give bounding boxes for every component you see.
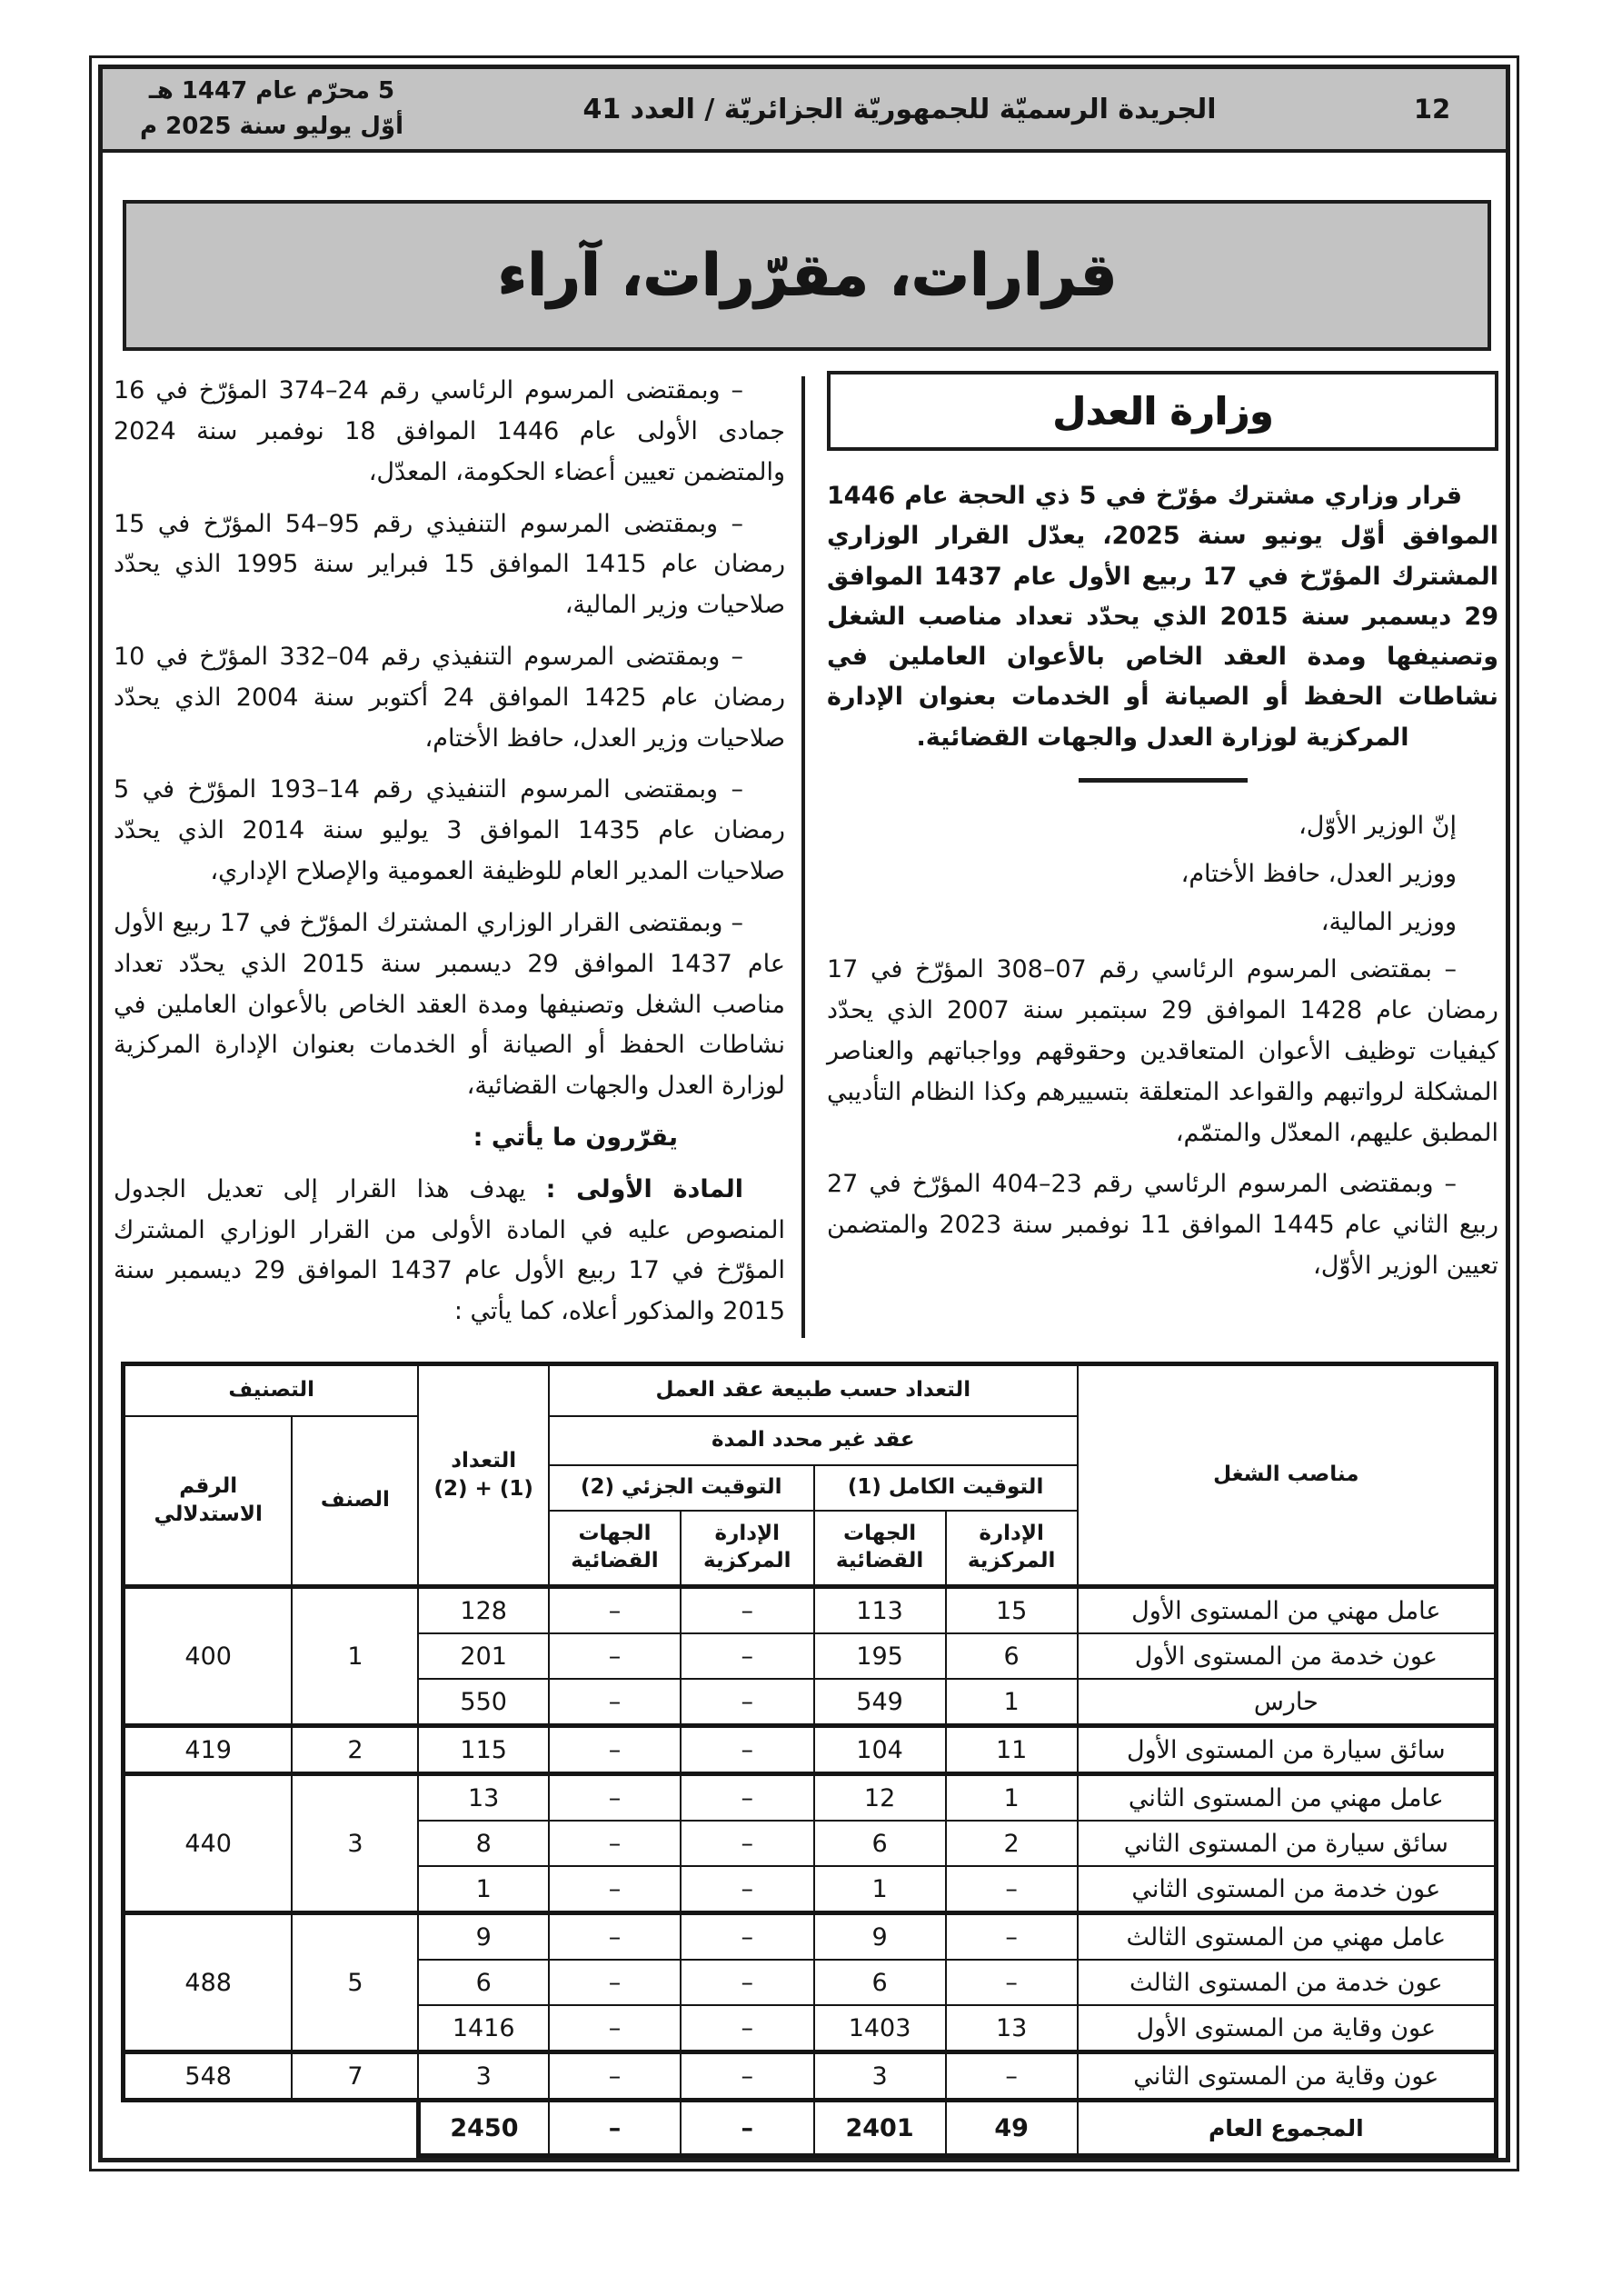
hijri-date: 5 محرّم عام 1447 هـ <box>148 77 395 105</box>
header-judicial-full: الجهات القضائية <box>814 1511 946 1587</box>
preamble-paragraph: – وبمقتضى المرسوم الرئاسي رقم 24–374 المؤرّخ في 16 جمادى الأولى عام 1446 الموافق 18 نوفمبر سنة 2024 والمتضمن تعيين أعضاء الحكومة، المعدّل، <box>114 376 785 486</box>
table-row: عامل مهني من المستوى الثالث – 9 – – 9 5 488 <box>124 1913 1497 1961</box>
decide-line: يقرّرون ما يأتي : <box>473 1123 678 1152</box>
page-header-strip <box>103 69 1506 153</box>
header-count-by-contract: التعداد حسب طبيعة عقد العمل <box>549 1364 1078 1417</box>
header-part-time: التوقيت الجزئي (2) <box>549 1465 814 1511</box>
journal-title: الجريدة الرسميّة للجمهوريّة الجزائريّة / العدد 41 <box>582 93 1217 125</box>
preamble-paragraph: – وبمقتضى المرسوم التنفيذي رقم 14–193 المؤرّخ في 5 رمضان عام 1435 الموافق 3 يوليو سنة 2014 الذي يحدّد صلاحيات المدير العام للوظيفة العمومية والإصلاح الإداري، <box>114 775 785 886</box>
table-row: سائق سيارة من المستوى الثاني 2 6 – – 8 <box>124 1821 1497 1866</box>
lead-divider <box>1079 778 1248 783</box>
ministry-title-box <box>827 371 1498 451</box>
preamble-paragraph: – وبمقتضى المرسوم التنفيذي رقم 95–54 المؤرّخ في 15 رمضان عام 1415 الموافق 15 فبراير سنة 1995 الذي يحدّد صلاحيات وزير المالية، <box>114 509 785 620</box>
table-row: سائق سيارة من المستوى الأول 11 104 – – 115 2 419 <box>124 1726 1497 1774</box>
issue-dates <box>126 74 417 145</box>
table-row: عامل مهني من المستوى الأول 15 113 – – 128 1 400 <box>124 1587 1497 1634</box>
article-one-label: المادة الأولى : <box>545 1174 743 1203</box>
preamble-paragraph: – وبمقتضى المرسوم التنفيذي رقم 04–332 المؤرّخ في 10 رمضان عام 1425 الموافق 24 أكتوبر سنة 2004 الذي يحدّد صلاحيات وزير العدل، حافظ الأختام، <box>114 643 785 753</box>
ministry-title: وزارة العدل <box>1052 388 1273 434</box>
content-columns <box>114 371 1498 1343</box>
page-number: 12 <box>1413 94 1451 125</box>
table-row: عون خدمة من المستوى الثاني – 1 – – 1 <box>124 1866 1497 1913</box>
table-header-row <box>124 1364 1497 1417</box>
column-right <box>827 371 1498 1343</box>
header-classification: التصنيف <box>124 1364 419 1417</box>
header-count-total: التعداد (1) + (2) <box>418 1364 549 1587</box>
header-category: الصنف <box>292 1416 418 1587</box>
header-jobs: مناصب الشغل <box>1078 1364 1497 1587</box>
intro-line: ووزير المالية، <box>1320 907 1457 936</box>
table-row: عون خدمة من المستوى الثالث – 6 – – 6 <box>124 1960 1497 2005</box>
section-banner <box>123 200 1491 351</box>
decree-lead: قرار وزاري مشترك مؤرّخ في 5 ذي الحجة عام 1446 الموافق أوّل يونيو سنة 2025، يعدّل القرار الوزاري المشترك المؤرّخ في 17 ربيع الأول عام 1437 الموافق 29 ديسمبر سنة 2015 الذي يحدّد تعداد مناصب الشغل وتصنيفها ومدة العقد الخاص بالأعوان العاملين في نشاطات الحفظ أو الصيانة أو الخدمات بعنوان الإدارة المركزية لوزارة العدل والجهات القضائية. <box>827 482 1499 752</box>
header-central-admin-part: الإدارة المركزية <box>681 1511 814 1587</box>
column-divider <box>801 376 805 1338</box>
preamble-paragraph: – وبمقتضى القرار الوزاري المشترك المؤرّخ في 17 ربيع الأول عام 1437 الموافق 29 ديسمبر سنة 2015 الذي يحدّد تعداد مناصب الشغل وتصنيفها ومدة العقد الخاص بالأعوان العاملين في نشاطات الحفظ أو الصيانة أو الخدمات بعنوان الإدارة المركزية لوزارة العدل والجهات القضائية، <box>114 908 785 1101</box>
table-total-row: المجموع العام 49 2401 – – 2450 <box>124 2101 1497 2156</box>
header-central-admin-full: الإدارة المركزية <box>946 1511 1078 1587</box>
gregorian-date: أوّل يوليو سنة 2025 م <box>140 113 403 140</box>
header-full-time: التوقيت الكامل (1) <box>814 1465 1078 1511</box>
total-label: المجموع العام <box>1078 2101 1497 2156</box>
intro-line: إنّ الوزير الأوّل، <box>1299 811 1457 840</box>
preamble-paragraph: – وبمقتضى المرسوم الرئاسي رقم 23–404 المؤرّخ في 27 ربيع الثاني عام 1445 الموافق 11 نوفمبر سنة 2023 والمتضمن تعيين الوزير الأوّل، <box>827 1170 1498 1281</box>
intro-line: ووزير العدل، حافظ الأختام، <box>1180 859 1457 888</box>
header-index: الرقم الاستدلالي <box>124 1416 293 1587</box>
page-frame-inner <box>98 65 1510 2162</box>
page-frame <box>89 55 1519 2171</box>
table-row: عامل مهني من المستوى الثاني 1 12 – – 13 3 440 <box>124 1774 1497 1822</box>
article-one-text: يهدف هذا القرار إلى تعديل الجدول المنصوص عليه في المادة الأولى من القرار الوزاري المشترك المؤرّخ في 17 ربيع الأول عام 1437 الموافق 29 ديسمبر سنة 2015 والمذكور أعلاه، كما يأتي : <box>114 1174 785 1326</box>
column-left <box>114 371 785 1343</box>
header-contract-type: عقد غير محدد المدة <box>549 1416 1078 1465</box>
article-one-paragraph <box>114 1170 785 1333</box>
positions-table <box>121 1362 1498 2158</box>
section-banner-title: قرارات، مقرّرات، آراء <box>497 242 1117 310</box>
preamble-paragraph: – بمقتضى المرسوم الرئاسي رقم 07–308 المؤرّخ في 17 رمضان عام 1428 الموافق 29 سبتمبر سنة 2007 الذي يحدّد كيفيات توظيف الأعوان المتعاقدين وحقوقهم وواجباتهم والعناصر المشكلة لرواتبهم والقواعد المتعلقة بتسييرهم وكذا النظام التأديبي المطبق عليهم، المعدّل والمتمّم، <box>827 955 1498 1147</box>
header-judicial-part: الجهات القضائية <box>549 1511 681 1587</box>
table-row: حارس 1 549 – – 550 <box>124 1679 1497 1726</box>
table-row: عون وقاية من المستوى الثاني – 3 – – 3 7 548 <box>124 2052 1497 2101</box>
table-row: عون خدمة من المستوى الأول 6 195 – – 201 <box>124 1633 1497 1679</box>
table-row: عون وقاية من المستوى الأول 13 1403 – – 1416 <box>124 2005 1497 2052</box>
